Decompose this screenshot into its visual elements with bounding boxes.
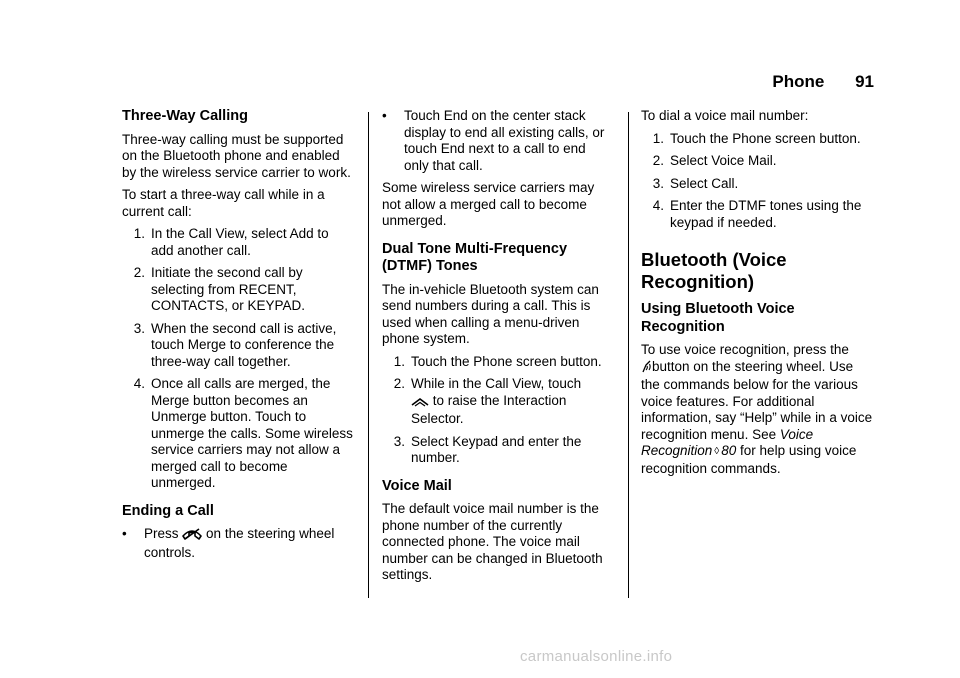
push-to-talk-icon [641,360,652,378]
column-1 [122,108,354,567]
bullet-text: Press on the steering wheel controls. [144,526,335,560]
bluetooth-voice-recognition-heading: Bluetooth (Voice Recognition) [641,249,787,292]
paragraph: To start a three-way call while in a current call: [122,187,325,219]
list-number: 3. [652,175,664,191]
list-text: Select Call. [670,175,739,191]
list-item [122,321,354,371]
paragraph: The default voice mail number is the phone number of the currently connected phone. The voice mail number can be changed in Bluetooth settings. [382,501,603,582]
column-divider [628,112,629,598]
list-number: 2. [133,265,145,280]
dtmf-heading: Dual Tone Multi-Frequency (DTMF) Tones [382,240,568,274]
list-text: Select Keypad and enter the number. [411,433,582,465]
list-text: Initiate the second call by selecting from RECENT, CONTACTS, or KEYPAD. [151,265,306,313]
three-way-calling-heading: Three-Way Calling [122,108,248,124]
list-number: 1. [133,226,145,241]
list-item [641,198,873,231]
page-reference-icon: ◊ [714,446,720,457]
bullet-mark: • [122,526,127,541]
bullet-text: Touch End on the center stack display to end all existing calls, or touch End next to a call to end only that call. [404,108,605,173]
cross-reference-link[interactable]: Voice Recognition [641,426,814,458]
bullet-item [382,108,614,174]
voice-mail-heading: Voice Mail [382,477,452,494]
list-item [641,131,873,148]
list-text: Touch the Phone screen button. [411,353,602,369]
list-text: In the Call View, select Add to add another call. [151,226,329,258]
list-text: Touch the Phone screen button. [670,130,861,146]
bullet-item [122,526,354,561]
list-item [382,354,614,371]
page-number: 91 [855,72,874,91]
cross-reference-page[interactable]: 80 [721,443,737,458]
list-number: 1. [652,130,664,146]
paragraph: Three-way calling must be supported on the Bluetooth phone and enabled by the wireless service carrier to work. [122,131,351,180]
column-divider [368,112,369,598]
paragraph: The in-vehicle Bluetooth system can send numbers during a call. This is used when calling a menu-driven phone system. [382,281,599,346]
list-text: Select Voice Mail. [670,153,777,168]
list-item [382,376,614,428]
page-header [772,72,874,92]
bullet-mark: • [382,108,387,123]
list-item [641,176,873,193]
list-item [122,226,354,259]
list-item [382,434,614,467]
list-item [122,376,354,492]
list-number: 4. [652,198,664,213]
list-number: 3. [133,320,145,336]
list-text: Once all calls are merged, the Merge button becomes an Unmerge button. Touch to unmerge the calls. Some wireless service carriers may not allow a merged call to become unmerged. [151,376,353,490]
list-text: When the second call is active, touch Merge to conference the three-way call together. [151,320,337,369]
list-text: While in the Call View, touch to raise the Interaction Selector. [411,376,582,426]
ending-a-call-heading: Ending a Call [122,502,214,519]
column-3 [641,108,873,483]
numbered-list [122,226,354,492]
list-item [641,153,873,170]
column-2 [382,108,614,590]
section-title: Phone [772,72,825,91]
paragraph: Some wireless service carriers may not allow a merged call to become unmerged. [382,180,595,228]
numbered-list [641,131,873,232]
list-number: 4. [133,376,145,391]
using-voice-recognition-heading: Using Bluetooth Voice Recognition [641,301,795,335]
hang-up-icon [182,528,202,545]
list-number: 2. [393,376,405,391]
paragraph: To use voice recognition, press the button on the steering wheel. Use the commands below for the various voice features. For additional information, say “Help” while in a voice recognition menu. See Voice Recognition ◊ 80 for help using voice recognition commands. [641,342,873,476]
paragraph: To dial a voice mail number: [641,108,809,123]
list-number: 1. [393,353,405,369]
interaction-selector-icon [411,395,429,412]
list-text: Enter the DTMF tones using the keypad if needed. [670,198,862,230]
watermark: carmanualsonline.info [520,648,673,665]
list-number: 2. [652,153,664,168]
list-item [122,265,354,315]
numbered-list [382,354,614,467]
list-number: 3. [393,433,405,449]
